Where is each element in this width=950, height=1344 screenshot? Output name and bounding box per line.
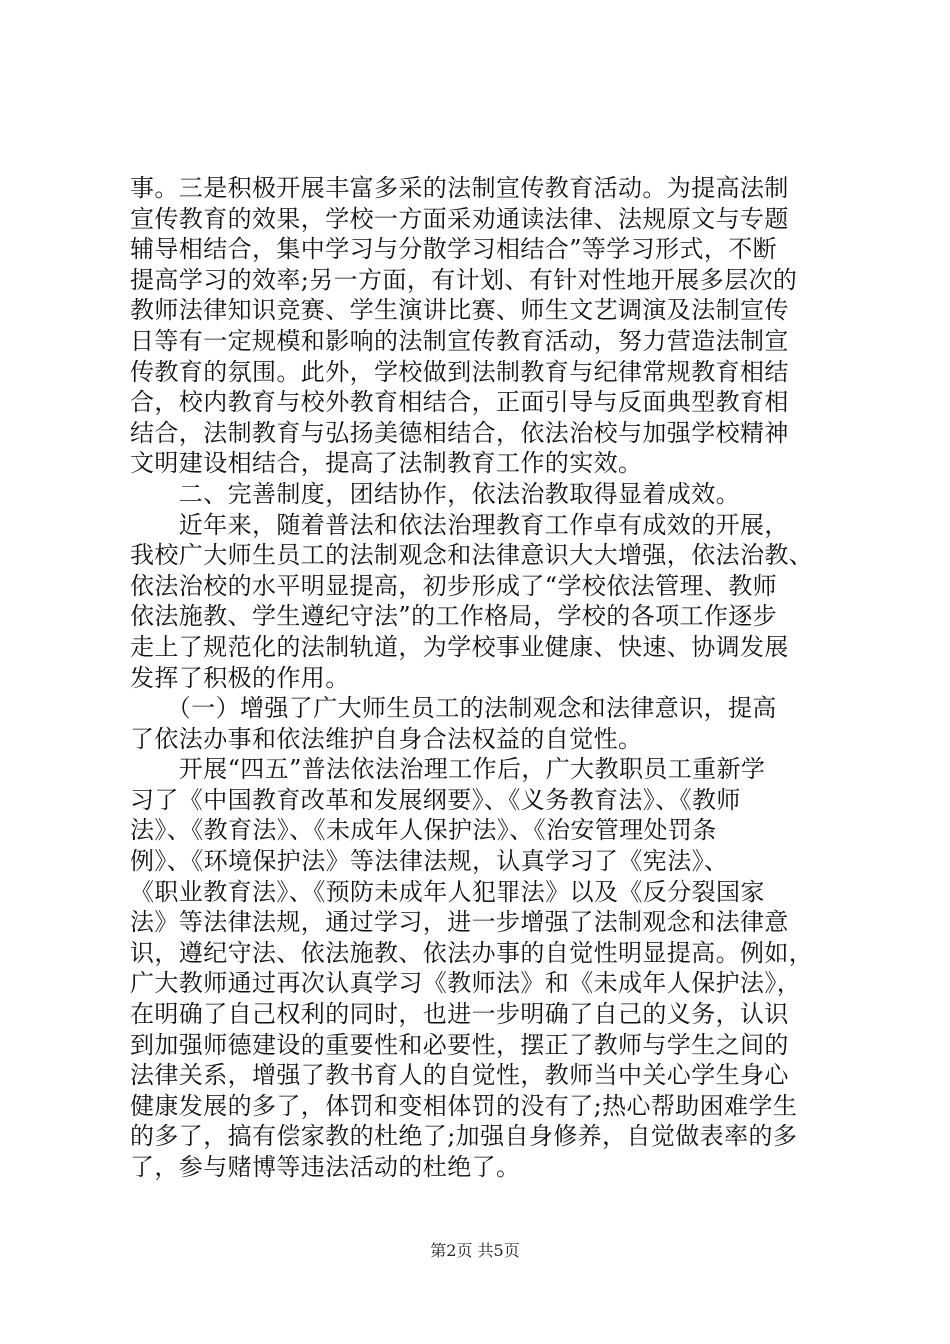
text-line: 识，遵纪守法、依法施教、依法办事的自觉性明显提高。例如， [130, 938, 814, 967]
text-line: 宣传教育的效果，学校一方面采劝通读法律、法规原文与专题 [130, 204, 789, 233]
text-line: 《职业教育法》、《预防未成年人犯罪法》以及《反分裂国家 [130, 877, 765, 906]
text-line: 开展“四五”普法依法治理工作后，广大教职员工重新学 [130, 755, 766, 784]
document-body [130, 173, 830, 1183]
text-line: 健康发展的多了，体罚和变相体罚的没有了;热心帮助困难学生 [130, 1091, 798, 1120]
text-line: 合，校内教育与校外教育相结合，正面引导与反面典型教育相 [130, 388, 789, 417]
text-line: 教师法律知识竞赛、学生演讲比赛、师生文艺调演及法制宣传 [130, 296, 789, 325]
text-line: 传教育的氛围。此外，学校做到法制教育与纪律常规教育相结 [130, 357, 789, 386]
text-line: 的多了，搞有偿家教的杜绝了;加强自身修养，自觉做表率的多 [130, 1122, 798, 1151]
text-line: 法》等法律法规，通过学习，进一步增强了法制观念和法律意 [130, 908, 789, 937]
text-line: 了，参与赌博等违法活动的杜绝了。 [130, 1153, 521, 1181]
text-line: 依法施教、学生遵纪守法”的工作格局，学校的各项工作逐步 [130, 602, 778, 631]
subsection-heading: （一）增强了广大师生员工的法制观念和法律意识，提高 [130, 694, 777, 723]
text-line: 事。三是积极开展丰富多采的法制宣传教育活动。为提高法制 [130, 174, 789, 202]
text-line: 广大教师通过再次认真学习《教师法》和《未成年人保护法》， [130, 969, 802, 998]
text-line: 到加强师德建设的重要性和必要性，摆正了教师与学生之间的 [130, 1030, 789, 1059]
text-line: 提高学习的效率;另一方面，有计划、有针对性地开展多层次的 [130, 265, 798, 294]
text-line: 日等有一定规模和影响的法制宣传教育活动，努力营造法制宣 [130, 326, 789, 355]
text-line: 文明建设相结合，提高了法制教育工作的实效。 [130, 449, 643, 478]
text-line: 习了《中国教育改革和发展纲要》、《义务教育法》、《教师 [130, 785, 741, 814]
text-line: 走上了规范化的法制轨道，为学校事业健康、快速、协调发展 [130, 632, 789, 661]
text-line: 例》、《环境保护法》等法律法规，认真学习了《宪法》、 [130, 847, 729, 876]
text-line: 辅导相结合，集中学习与分散学习相结合”等学习形式，不断 [130, 235, 778, 264]
section-heading: 二、完善制度，团结协作，依法治教取得显着成效。 [130, 479, 740, 508]
text-line: 法律关系，增强了教书育人的自觉性，教师当中关心学生身心 [130, 1061, 789, 1090]
text-line: 法》、《教育法》、《未成年人保护法》、《治安管理处罚条 [130, 816, 717, 845]
text-line: 结合，法制教育与弘扬美德相结合，依法治校与加强学校精神 [130, 418, 789, 447]
text-line: 在明确了自己权利的同时，也进一步明确了自己的义务，认识 [130, 1000, 789, 1029]
text-line: 依法治校的水平明显提高，初步形成了“学校依法管理、教师 [130, 571, 778, 600]
text-line: 了依法办事和依法维护自身合法权益的自觉性。 [130, 724, 643, 753]
text-line: 我校广大师生员工的法制观念和法律意识大大增强，依法治教、 [130, 541, 814, 570]
text-line: 近年来，随着普法和依法治理教育工作卓有成效的开展， [130, 510, 789, 539]
text-line: 发挥了积极的作用。 [130, 663, 350, 692]
page-number-footer: 第2页 共5页 [430, 1241, 520, 1260]
